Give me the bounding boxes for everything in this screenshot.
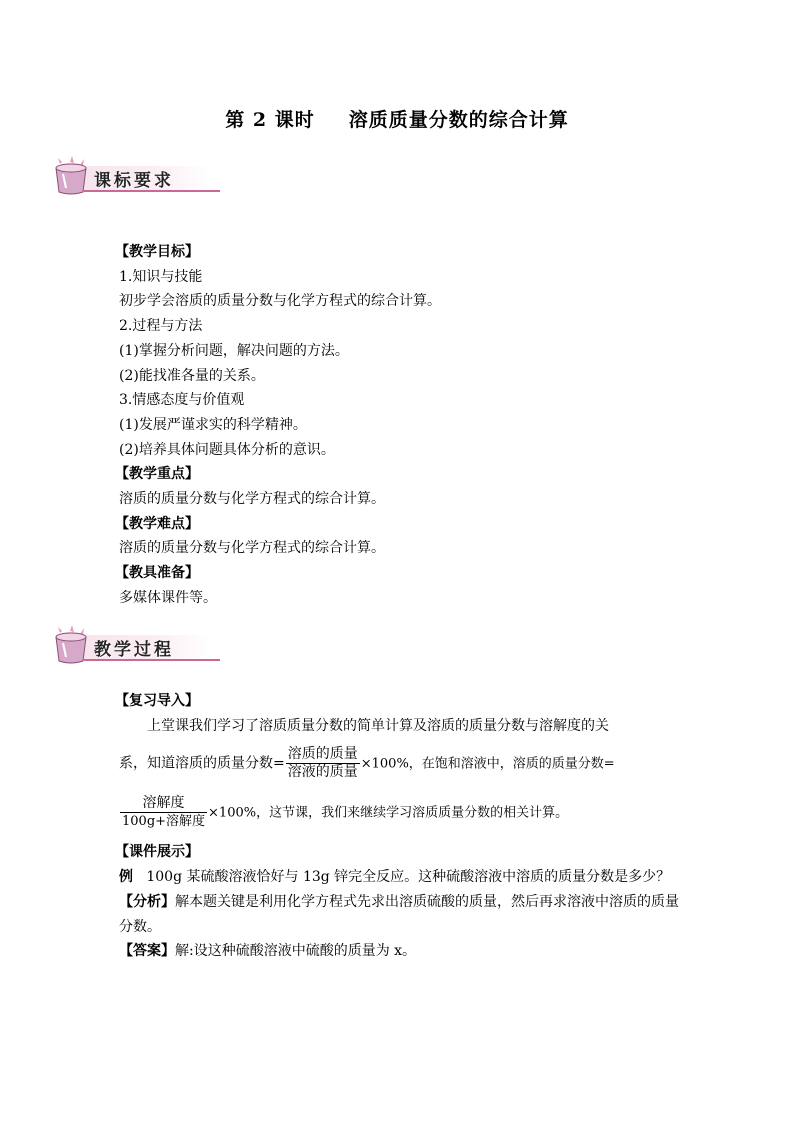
banner-label: 教学过程	[94, 640, 174, 660]
page-title	[0, 105, 794, 132]
fraction-mass-fraction: $\frac{\text{溶质的质量}}{\text{溶液的质量}}$	[287, 746, 358, 781]
review-heading: 【复习导入】	[115, 693, 199, 709]
example-text: 例 100g 某硫酸溶液恰好与 13g 锌完全反应。这种硫酸溶液中溶质的质量分数是多少？	[119, 869, 671, 886]
goal-line: (2)培养具体问题具体分析的意识。	[119, 441, 335, 458]
goal-line: (1)掌握分析问题，解决问题的方法。	[119, 342, 349, 359]
goal-heading: 【教学目标】	[115, 244, 199, 260]
standards-content	[115, 240, 679, 611]
goal-line: 2.过程与方法	[119, 318, 203, 335]
key-heading: 【教学重点】	[115, 466, 199, 483]
review-formula-line: 系，知道溶质的质量分数= $\frac{\text{溶质的质量}}{\text{溶液的质量}}$ ×100%，在饱和溶液中，溶质的质量分数=	[119, 746, 615, 781]
goal-line: (1)发展严谨求实的科学精神。	[119, 416, 307, 433]
fraction-solubility: $\frac{\text{溶解度}}{\text{100g+溶解度}}$	[122, 795, 206, 830]
goal-line: 初步学会溶质的质量分数与化学方程式的综合计算。	[119, 293, 441, 310]
difficulty-text: 溶质的质量分数与化学方程式的综合计算。	[119, 540, 385, 557]
answer-text: 【答案】解:设这种硫酸溶液中硫酸的质量为 x。	[119, 943, 417, 960]
lesson-number: 第 2 课时	[225, 109, 315, 131]
prep-heading: 【教具准备】	[115, 565, 199, 582]
review-paragraph: 上堂课我们学习了溶质质量分数的简单计算及溶质的质量分数与溶解度的关	[147, 717, 609, 734]
show-heading: 【课件展示】	[115, 844, 199, 861]
section-banner-standards	[50, 156, 220, 196]
goal-line: 3.情感态度与价值观	[119, 392, 245, 409]
analysis-text: 【分析】解本题关键是利用化学方程式先求出溶质硫酸的质量，然后再求溶液中溶质的质量分数。	[119, 893, 679, 935]
section-banner-process	[50, 625, 220, 665]
prep-text: 多媒体课件等。	[119, 589, 217, 606]
difficulty-heading: 【教学难点】	[115, 515, 199, 532]
lesson-topic: 溶质质量分数的综合计算	[348, 109, 569, 131]
process-content	[115, 689, 679, 964]
goal-line: 1.知识与技能	[119, 268, 203, 285]
banner-label: 课标要求	[94, 171, 174, 191]
key-text: 溶质的质量分数与化学方程式的综合计算。	[119, 491, 385, 508]
review-solubility-line: $\frac{\text{溶解度}}{\text{100g+溶解度}}$ ×100%，这节课，我们来继续学习溶质质量分数的相关计算。	[122, 795, 569, 830]
goal-line: (2)能找准各量的关系。	[119, 367, 265, 384]
